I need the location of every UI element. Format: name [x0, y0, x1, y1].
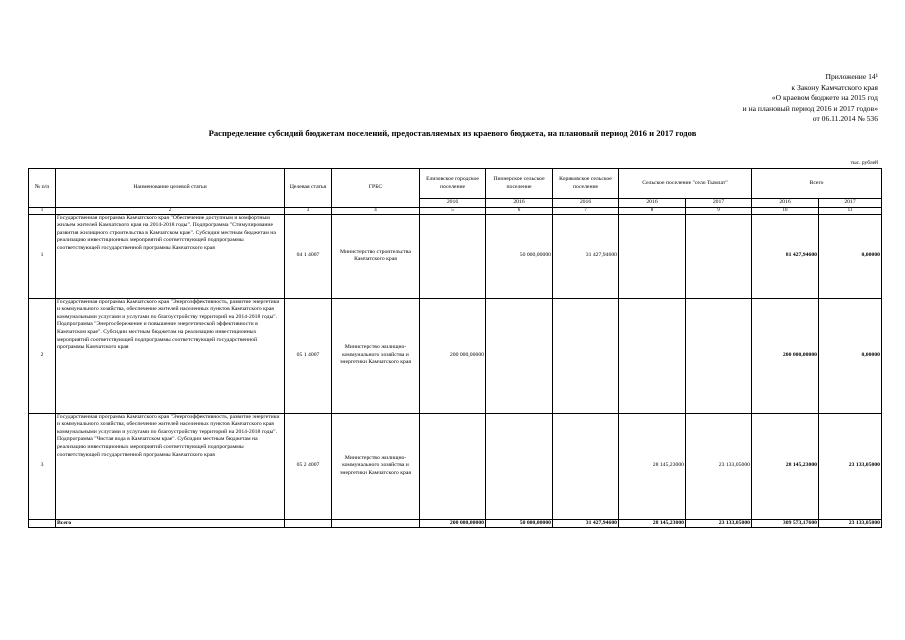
- header-koryak: Коряковское сельское поселение: [553, 169, 619, 199]
- appendix-line-2: к Закону Камчатского края: [791, 82, 878, 92]
- header-target: Целевая статья: [285, 169, 332, 208]
- header-grbs: ГРБС: [332, 169, 420, 208]
- cell-tymlat-2017: [686, 214, 752, 298]
- year-elizovo: 2016: [420, 199, 486, 208]
- cell-total-2016: 28 145,23000: [752, 413, 819, 519]
- appendix-line-1: Приложение 14¹: [825, 72, 878, 81]
- cell-total-2017: 23 133,05000: [819, 413, 882, 519]
- total-label: Всего: [56, 519, 285, 528]
- table-header-row: [29, 169, 882, 199]
- table-row: [29, 413, 882, 519]
- cell-tymlat-2016: 28 145,23000: [619, 413, 686, 519]
- cell-koryak: 31 427,94600: [553, 214, 619, 298]
- cell-total-2016: 81 427,94600: [752, 214, 819, 298]
- cell-pioner: 50 000,00000: [486, 214, 553, 298]
- header-pioner: Пионерское сельское поселение: [486, 169, 553, 199]
- cell-tymlat-2017: 23 133,05000: [686, 413, 752, 519]
- cell-koryak: [553, 413, 619, 519]
- year-total-2016: 2016: [752, 199, 819, 208]
- colnum: 8: [619, 207, 686, 214]
- row-code: 05 1 4007: [285, 298, 332, 413]
- total-num-cell: [29, 519, 56, 528]
- row-description: Государственная программа Камчатского края "Энергоэффективность, развитие энергетики и коммунального хозяйства, обеспечение жителей населенных пунктов Камчатского края коммунальными услугами и услугами по благоустройству территорий на 2014-2018 годы". Подпрограмма "Энергосбережение и повышение энергетической эффективности в Камчатском крае". Субсидии местным бюджетам на реализацию инвестиционных мероприятий соответствующей подпрограммы соответствующей государственной программы Камчатского края: [56, 298, 285, 413]
- total-grbs-cell: [332, 519, 420, 528]
- row-code: 05 2 4007: [285, 413, 332, 519]
- colnum: 2: [56, 207, 285, 214]
- colnum: 10: [752, 207, 819, 214]
- total-2016: 309 573,17600: [752, 519, 819, 528]
- document-title: Распределение субсидий бюджетам поселений, предоставляемых из краевого бюджета, на плановый период 2016 и 2017 годов: [208, 128, 697, 138]
- row-number: 2: [29, 298, 56, 413]
- colnum: 11: [819, 207, 882, 214]
- appendix-line-5: от 06.11.2014 № 536: [812, 114, 878, 123]
- year-tymlat-2016: 2016: [619, 199, 686, 208]
- appendix-block: [743, 72, 878, 125]
- colnum: 5: [420, 207, 486, 214]
- year-koryak: 2016: [553, 199, 619, 208]
- cell-elizovo: [420, 214, 486, 298]
- total-tymlat-2016: 28 145,23000: [619, 519, 686, 528]
- row-number: 3: [29, 413, 56, 519]
- table-row: [29, 298, 882, 413]
- total-elizovo: 200 000,00000: [420, 519, 486, 528]
- total-code-cell: [285, 519, 332, 528]
- cell-elizovo: [420, 413, 486, 519]
- colnum: 6: [486, 207, 553, 214]
- cell-total-2016: 200 000,00000: [752, 298, 819, 413]
- appendix-line-4: и на плановый период 2016 и 2017 годов»: [742, 103, 878, 113]
- subsidy-table: [28, 168, 882, 528]
- row-description: Государственная программа Камчатского края "Обеспечение доступным и комфортным жильем жителей Камчатского края на 2014-2018 годы". Подпрограмма "Стимулирование развития жилищного строительства в Камчатском крае". Субсидии местным бюджетам на реализацию инвестиционных мероприятий соответствующей подпрограммы соответствующей государственной программы Камчатского края: [56, 214, 285, 298]
- total-row: [29, 519, 882, 528]
- header-name: Наименование целевой статьи: [56, 169, 285, 208]
- appendix-line-3: «О краевом бюджете на 2015 год: [771, 93, 878, 102]
- colnum: 9: [686, 207, 752, 214]
- header-total: Всего: [752, 169, 882, 199]
- column-number-row: [29, 207, 882, 214]
- total-pioner: 50 000,00000: [486, 519, 553, 528]
- header-tymlat: Сельское поселение "село Тымлат": [619, 169, 752, 199]
- year-total-2017: 2017: [819, 199, 882, 208]
- row-grbs: Министерство строительства Камчатского края: [332, 214, 420, 298]
- total-koryak: 31 427,94600: [553, 519, 619, 528]
- header-num: № п/п: [29, 169, 56, 208]
- total-tymlat-2017: 23 133,05000: [686, 519, 752, 528]
- row-grbs: Министерство жилищно-коммунального хозяйства и энергетики Камчатского края: [332, 413, 420, 519]
- row-description: Государственная программа Камчатского края "Энергоэффективность, развитие энергетики и коммунального хозяйства, обеспечение жителей населенных пунктов Камчатского края коммунальными услугами и услугами по благоустройству территорий на 2014-2018 годы". Подпрограмма "Чистая вода в Камчатском крае". Субсидии местным бюджетам на реализацию инвестиционных мероприятий соответствующей подпрограммы соответствующей государственной программы Камчатского края: [56, 413, 285, 519]
- total-2017: 23 133,05000: [819, 519, 882, 528]
- year-tymlat-2017: 2017: [686, 199, 752, 208]
- cell-total-2017: 0,00000: [819, 298, 882, 413]
- cell-tymlat-2016: [619, 214, 686, 298]
- cell-pioner: [486, 413, 553, 519]
- cell-total-2017: 0,00000: [819, 214, 882, 298]
- colnum: 7: [553, 207, 619, 214]
- header-elizovo: Елизовское городское поселение: [420, 169, 486, 199]
- cell-elizovo: 200 000,00000: [420, 298, 486, 413]
- cell-tymlat-2016: [619, 298, 686, 413]
- colnum: 4: [332, 207, 420, 214]
- colnum: 3: [285, 207, 332, 214]
- cell-pioner: [486, 298, 553, 413]
- row-grbs: Министерство жилищно-коммунального хозяйства и энергетики Камчатского края: [332, 298, 420, 413]
- table-row: [29, 214, 882, 298]
- units-label: тыс. рублей: [850, 160, 878, 166]
- cell-koryak: [553, 298, 619, 413]
- row-number: 1: [29, 214, 56, 298]
- row-code: 04 1 4007: [285, 214, 332, 298]
- cell-tymlat-2017: [686, 298, 752, 413]
- year-pioner: 2016: [486, 199, 553, 208]
- colnum: 1: [29, 207, 56, 214]
